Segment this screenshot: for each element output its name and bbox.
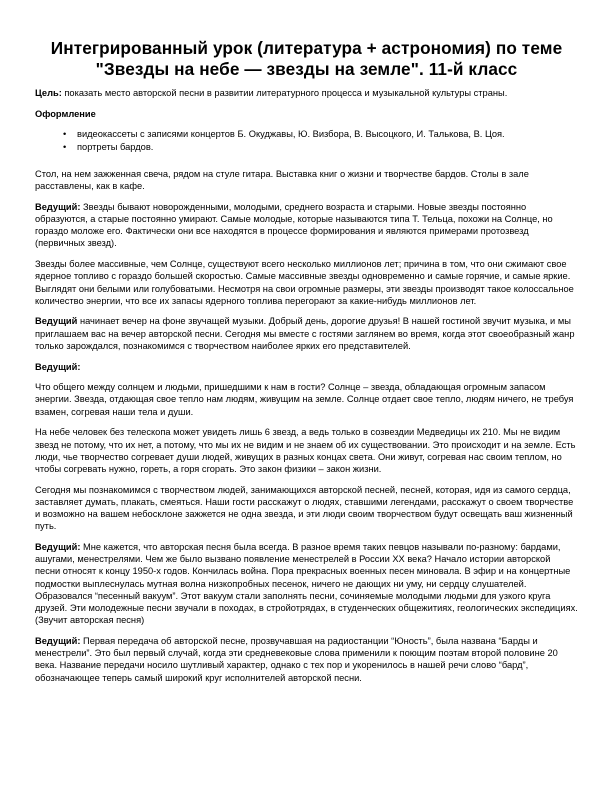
paragraph-host-opening (35, 315, 578, 352)
paragraph-sun-people (35, 381, 578, 418)
paragraph-text: Сегодня мы познакомимся с творчеством людей, занимающихся авторской песней, песней, которая, идя из самого сердца, заставляет думать, плакать, смеяться. Наши гости расскажут о людях, ставшими легендами, расскажут о своем творчестве и возможно на вашем небосклоне зажжется не одна звезда, и эти люди своим творчеством будут освещать ваш жизненный путь. (35, 484, 574, 532)
speaker-label: Ведущий: (35, 201, 81, 212)
paragraph-text: Мне кажется, что авторская песня была всегда. В разное время таких певцов называли по-разному: бардами, ашугами, менестрелями. Чем же было вызвано появление менестрелей в России XX века? Начало истории авторской песни относят к концу 1950-х годов. Кончилась война. Пора прекрасных военных песен миновала. В эфир и на концертные подмостки выплеснулась мутная волна низкопробных песенок, ничего не дающих ни уму, ни сердцу слушателей. Образовался “песенный вакуум”. Этот вакуум стали заполнять песни, сочиняемые молодыми людьми для узкого круга друзей. Эти молодежные песни звучали в походах, в стройотрядах, в студенческих общежитиях, геологических экспедициях. (Звучит авторская песня) (35, 541, 578, 626)
page-title: Интегрированный урок (литература + астрономия) по теме "Звезды на небе — звезды на земле". 11-й класс (50, 38, 563, 79)
speaker-label: Ведущий (35, 316, 78, 327)
paragraph-massive-stars (35, 258, 578, 307)
goal-label: Цель: (35, 88, 62, 98)
speaker-label: Ведущий: (35, 361, 81, 372)
paragraph-text: Звезды более массивные, чем Солнце, существуют всего несколько миллионов лет; причина в том, что они сжимают свое ядерное топливо с гораздо большей скоростью. Самые массивные звезды одновременно и самые горячие, и самые яркие. Выглядят они белыми или голубоватыми. Несмотря на свои огромные размеры, эти звезды производят такое колоссальное количество энергии, что все их запасы ядерного топлива перегорают за какие-нибудь миллионов лет. (35, 259, 574, 306)
paragraph-host-stars (35, 201, 578, 250)
paragraph-setting (35, 168, 578, 192)
speaker-label: Ведущий: (35, 541, 81, 552)
paragraph-text: Звезды бывают новорожденными, молодыми, среднего возраста и старыми. Новые звезды постоянно образуются, а старые постоянно умирают. Самые молодые, которые называются типа Т. Тельца, похожи на Солнце, но гораздо моложе его. Фактически они все находятся в процессе формирования и являются примерами протозвезд (первичных звезд). (35, 201, 553, 249)
goal-paragraph (35, 87, 578, 99)
paragraph-host-history (35, 541, 578, 626)
paragraph-text: Стол, на нем зажженная свеча, рядом на стуле гитара. Выставка книг о жизни и творчестве бардов. Столы в зале расставлены, как в кафе. (35, 168, 529, 192)
list-item-text: видеокассеты с записями концертов Б. Окуджавы, Ю. Визбора, В. Высоцкого, И. Талькова, В. Цоя. (77, 128, 505, 139)
paragraph-text: начинает вечер на фоне звучащей музыки. Добрый день, дорогие друзья! В нашей гостиной звучит музыка, и мы приглашаем вас на вечер авторской песни. Сегодня мы вместе с гостями заглянем во время, когда этот своеобразный жанр только зарождался, познакомимся с творчеством наиболее ярких его представителей. (35, 316, 575, 351)
paragraph-today (35, 484, 578, 533)
paragraph-text: Первая передача об авторской песне, прозвучавшая на радиостанции “Юность”, была названа “Барды и менестрели”. Это был первый случай, когда эти средневековые слова применили к поющим поэтам второй половине 20 века. Название передачи носило шутливый характер, однако с тех пор и укоренилось в нашей речи слово “бард”, обозначающее теперь самый широкий круг исполнителей авторской песни. (35, 635, 558, 683)
paragraph-text: Что общего между солнцем и людьми, пришедшими к нам в гости? Солнце – звезда, обладающая огромным запасом энергии. Звезда, отдающая свое тепло нам людям, живущим на земле. Солнце отдает свое тепло, людям ничего, не требуя взамен, согревая наши тела и души. (35, 382, 574, 417)
bullet-icon: • (63, 128, 67, 139)
paragraph-host-radio (35, 635, 578, 684)
speaker-label: Ведущий: (35, 635, 81, 646)
list-item-text: портреты бардов. (77, 142, 154, 153)
goal-text: показать место авторской песни в развитии литературного процесса и музыкальной культуры страны. (61, 88, 508, 98)
design-heading: Оформление (35, 108, 96, 119)
list-item (63, 128, 578, 142)
paragraph-text: На небе человек без телескопа может увидеть лишь 6 звезд, а ведь только в созвездии Медведицы их 210. Мы не видим звезд не потому, что их нет, а потому, что мы их не видим и не знаем об их существовании. Это происходит и на земле. Есть люди, чье творчество согревает души людей, живущих в разных концах света. Они живут, согревая нас своим теплом, но чтобы согревать нужно, гореть, а горя сгорать. Это закон физики – закон жизни. (35, 427, 576, 474)
design-list (35, 128, 578, 155)
paragraph-host-label (35, 361, 578, 373)
list-item (63, 141, 578, 155)
paragraph-telescope (35, 426, 578, 475)
bullet-icon: • (63, 142, 67, 153)
